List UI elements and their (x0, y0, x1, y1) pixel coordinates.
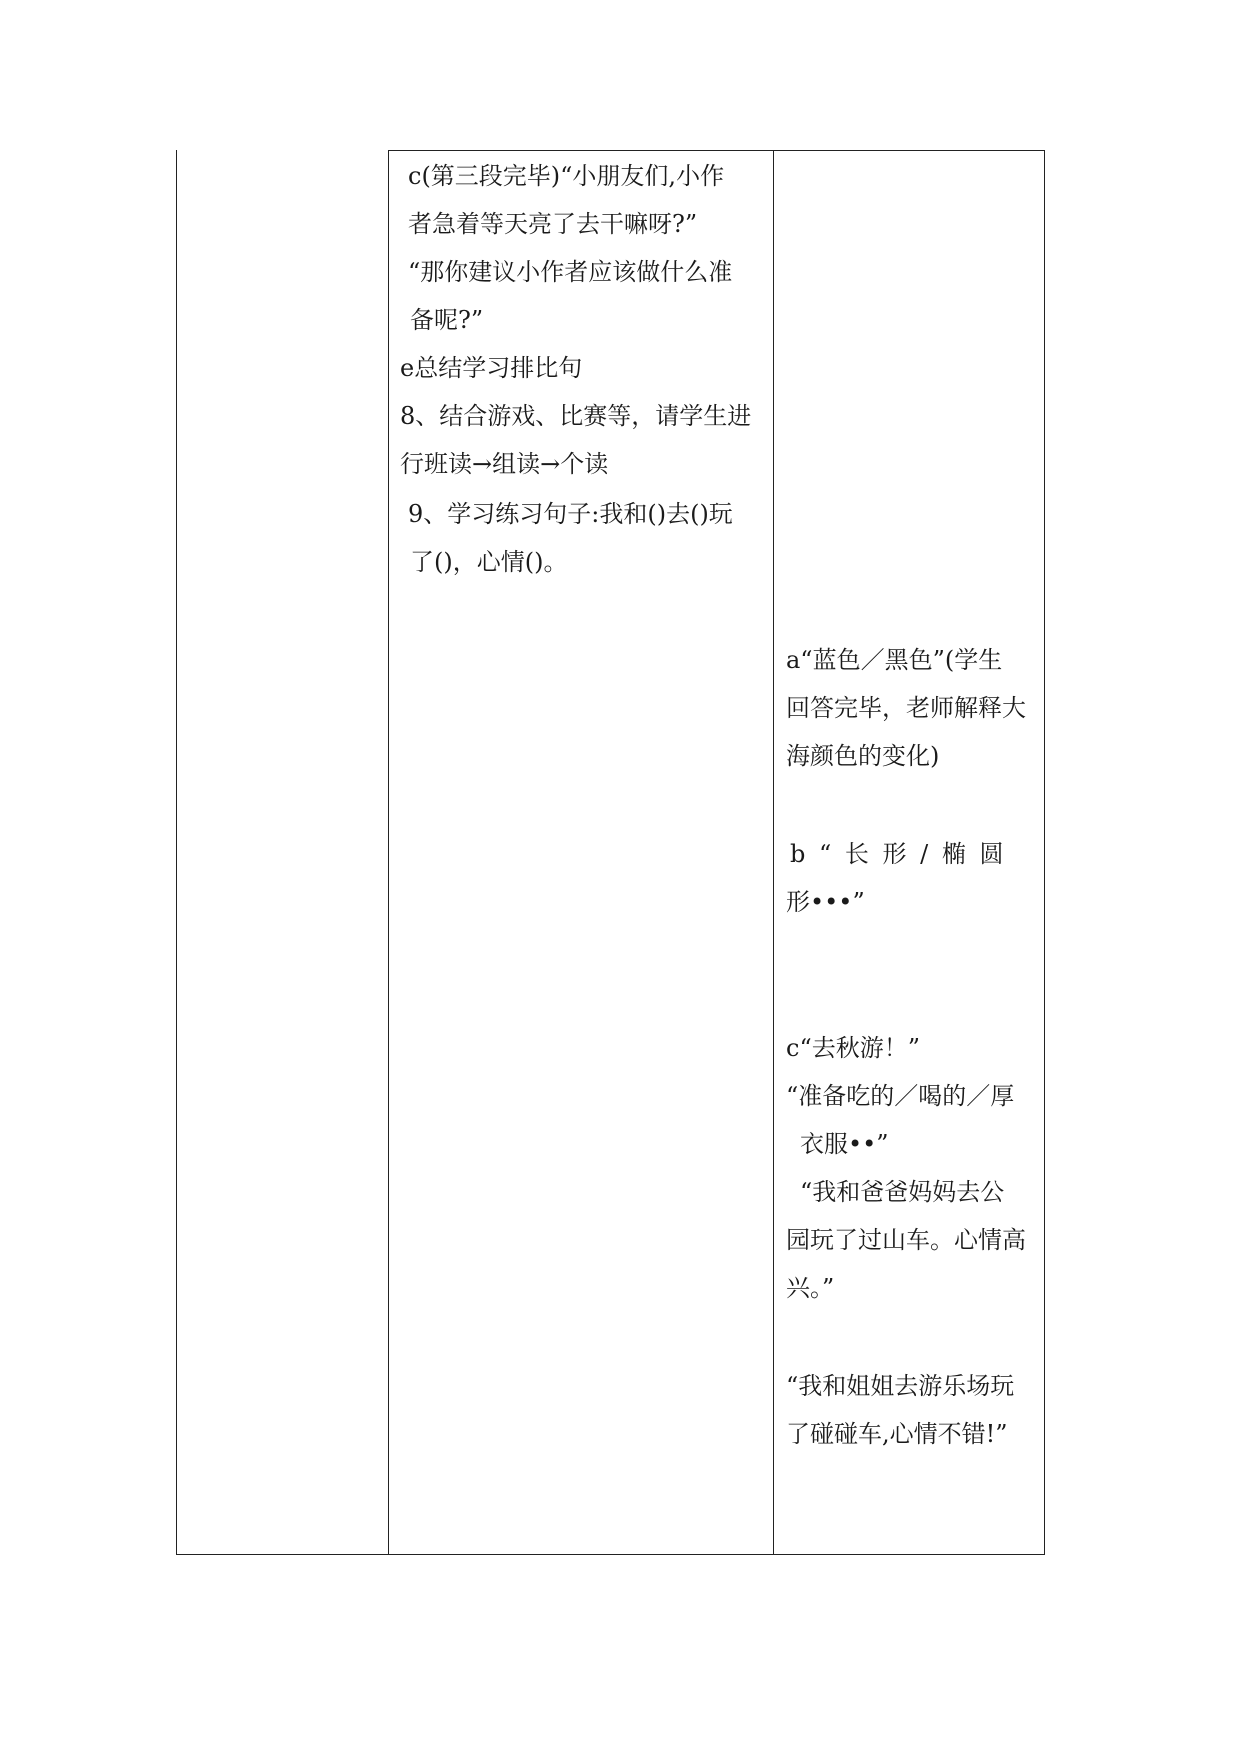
right-line-6: c“去秋游！” (786, 1034, 920, 1062)
right-line-5: 形•••” (786, 888, 865, 916)
middle-line-3: “那你建议小作者应该做什么准 (408, 258, 733, 286)
middle-line-9: 了()，心情()。 (410, 548, 568, 576)
middle-line-2: 者急着等天亮了去干嘛呀?” (408, 210, 698, 238)
middle-line-8: 9、学习练习句子:我和()去()玩 (408, 500, 733, 528)
table-top-border (388, 150, 1045, 151)
right-line-2: 回答完毕，老师解释大 (786, 694, 1026, 722)
column-divider-1 (388, 150, 389, 1555)
middle-line-4: 备呢?” (410, 306, 484, 334)
middle-line-5: e总结学习排比句 (400, 354, 583, 382)
right-line-4: b “ 长 形 / 椭 圆 (790, 840, 1004, 868)
right-line-12: “我和姐姐去游乐场玩 (786, 1372, 1015, 1400)
right-line-3: 海颜色的变化) (786, 742, 940, 770)
column-divider-2 (773, 150, 774, 1555)
right-line-7: “准备吃的／喝的／厚 (786, 1082, 1015, 1110)
table-left-border (176, 150, 177, 1555)
middle-line-7: 行班读→组读→个读 (400, 450, 609, 478)
right-line-1: a“蓝色／黑色”(学生 (786, 646, 1003, 674)
table-right-border (1044, 150, 1045, 1555)
middle-line-1: c(第三段完毕)“小朋友们,小作 (408, 162, 725, 190)
middle-line-6: 8、结合游戏、比赛等，请学生进 (400, 402, 752, 430)
right-line-10: 园玩了过山车。心情高 (786, 1226, 1026, 1254)
right-line-9: “我和爸爸妈妈去公 (800, 1178, 1005, 1206)
table-bottom-border (176, 1554, 1045, 1555)
right-line-11: 兴。” (786, 1274, 835, 1302)
right-line-13: 了碰碰车,心情不错!” (786, 1420, 1008, 1448)
right-line-8: 衣服••” (800, 1130, 889, 1158)
